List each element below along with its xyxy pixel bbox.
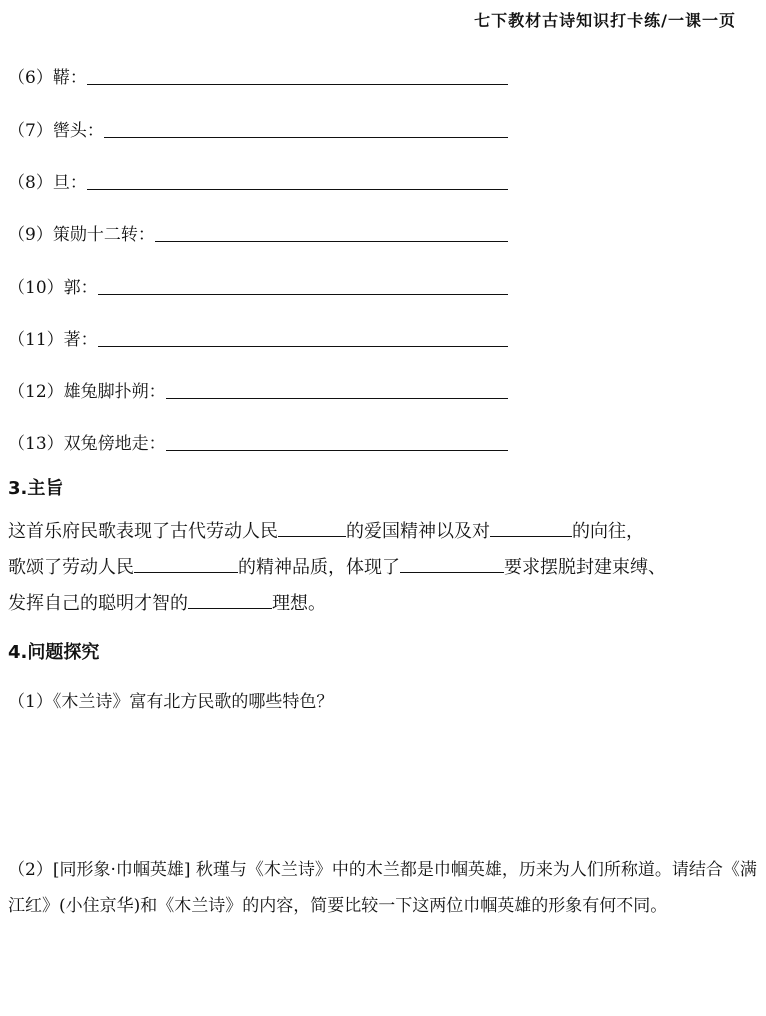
vocab-row-8: [8, 165, 508, 193]
answer-line[interactable]: [155, 219, 508, 242]
answer-line[interactable]: [98, 324, 508, 347]
answer-line[interactable]: [166, 376, 508, 399]
vocab-label: （12）雄兔脚扑朔：: [8, 382, 166, 402]
vocab-row-6: [8, 60, 508, 88]
vocab-row-13: [8, 426, 508, 454]
question-2: （2）[同形象·巾帼英雄] 秋瑾与《木兰诗》中的木兰都是巾帼英雄，历来为人们所称道。请结合《满江红》(小住京华)和《木兰诗》的内容，简要比较一下这两位巾帼英雄的形象有何不同。: [8, 860, 757, 916]
vocab-row-10: [8, 270, 508, 298]
theme-text: 理想。: [272, 593, 326, 614]
fill-blank-2[interactable]: [490, 516, 572, 537]
theme-text: 的爱国精神以及对: [346, 521, 490, 542]
question-1: （1）《木兰诗》富有北方民歌的哪些特色？: [8, 692, 334, 712]
theme-text: 发挥自己的聪明才智的: [8, 593, 188, 614]
theme-text: 这首乐府民歌表现了古代劳动人民: [8, 521, 278, 542]
theme-paragraph: [8, 514, 760, 622]
answer-line[interactable]: [98, 272, 508, 295]
vocab-label: （7）辔头：: [8, 121, 104, 141]
fill-blank-1[interactable]: [278, 516, 346, 537]
vocab-label: （10）郭：: [8, 278, 98, 298]
vocab-row-12: [8, 374, 508, 402]
theme-text: 的向往，: [572, 521, 644, 542]
theme-text: 歌颂了劳动人民: [8, 557, 134, 578]
vocab-row-7: [8, 113, 508, 141]
vocab-label: （13）双兔傍地走：: [8, 434, 166, 454]
page-header-title: 七下教材古诗知识打卡练/一课一页: [474, 11, 736, 30]
fill-blank-3[interactable]: [134, 552, 238, 573]
fill-blank-5[interactable]: [188, 588, 272, 609]
theme-text: 的精神品质，体现了: [238, 557, 400, 578]
fill-blank-4[interactable]: [400, 552, 504, 573]
section-4-title: 4.问题探究: [8, 642, 100, 663]
vocab-label: （11）著：: [8, 330, 98, 350]
answer-line[interactable]: [104, 115, 508, 138]
answer-line[interactable]: [166, 428, 508, 451]
section-3-title: 3.主旨: [8, 478, 64, 499]
answer-line[interactable]: [87, 167, 508, 190]
answer-line[interactable]: [87, 62, 508, 85]
theme-text: 要求摆脱封建束缚、: [504, 557, 666, 578]
vocab-label: （9）策勋十二转：: [8, 225, 155, 245]
vocab-label: （8）旦：: [8, 173, 87, 193]
vocab-row-11: [8, 322, 508, 350]
vocab-label: （6）鞯：: [8, 68, 87, 88]
vocab-row-9: [8, 217, 508, 245]
